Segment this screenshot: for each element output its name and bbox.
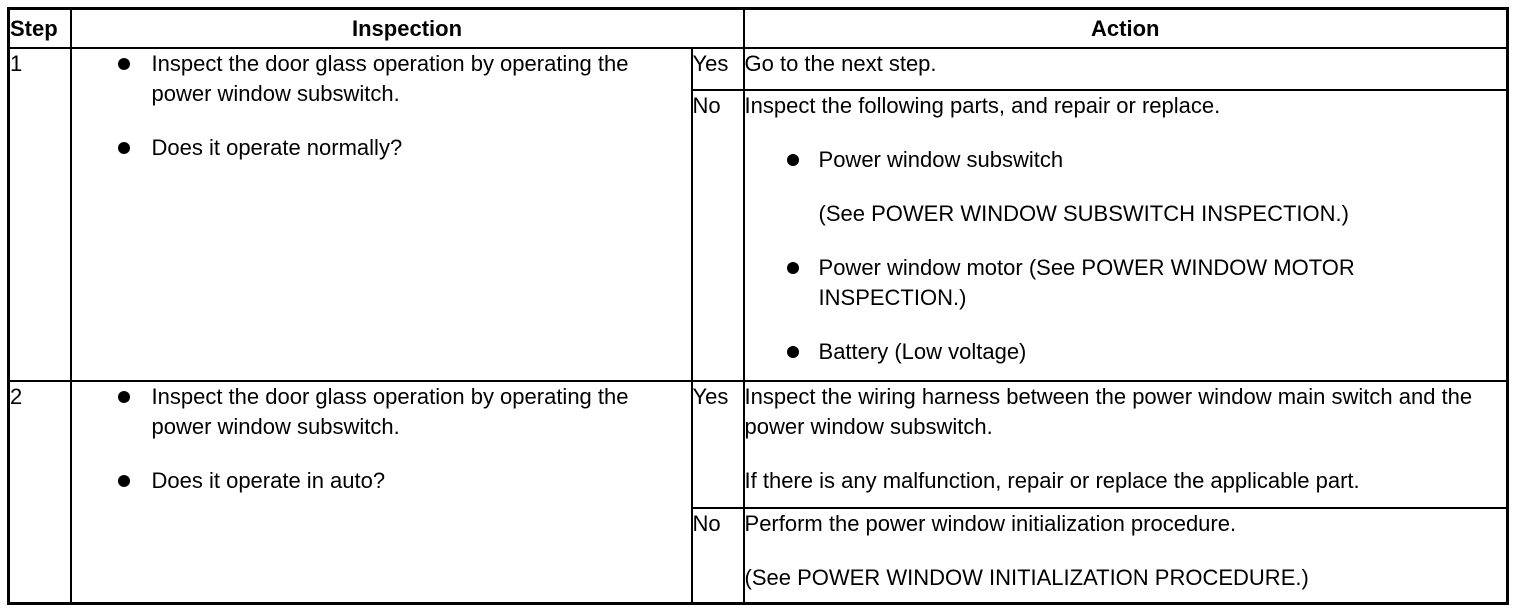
bullet-icon xyxy=(787,346,799,358)
step-number: 2 xyxy=(9,381,71,603)
inspection-bullet: Does it operate normally? xyxy=(72,133,691,163)
action-note: (See POWER WINDOW SUBSWITCH INSPECTION.) xyxy=(818,201,1349,226)
header-row xyxy=(9,9,1508,49)
bullet-icon xyxy=(787,154,799,166)
yes-label: Yes xyxy=(692,48,744,90)
no-label: No xyxy=(692,90,744,381)
bullet-icon xyxy=(118,475,130,487)
action-bullet: Battery (Low voltage) xyxy=(745,337,1507,367)
inspection-cell xyxy=(71,48,692,381)
table-row xyxy=(9,48,1508,90)
bullet-icon xyxy=(118,391,130,403)
header-step: Step xyxy=(9,9,71,49)
inspection-bullet: Inspect the door glass operation by operating the power window subswitch. xyxy=(72,49,691,109)
table-row xyxy=(9,381,1508,508)
header-inspection: Inspection xyxy=(71,9,744,49)
bullet-icon xyxy=(787,262,799,274)
inspection-bullet: Inspect the door glass operation by operating the power window subswitch. xyxy=(72,382,691,442)
action-intro: Inspect the following parts, and repair or replace. xyxy=(744,93,1221,118)
bullet-icon xyxy=(118,142,130,154)
header-action: Action xyxy=(744,9,1508,49)
bullet-icon xyxy=(118,58,130,70)
diagnostic-table xyxy=(7,7,1509,605)
action-bullet: Power window subswitch xyxy=(745,145,1507,175)
no-action xyxy=(744,90,1508,381)
yes-action: Inspect the wiring harness between the power window main switch and the power window subswitch. If there is any malfunction, repair or replace the applicable part. xyxy=(744,381,1508,508)
action-bullet: Power window motor (See POWER WINDOW MOTOR INSPECTION.) xyxy=(745,253,1507,313)
inspection-bullet: Does it operate in auto? xyxy=(72,466,691,496)
yes-action: Go to the next step. xyxy=(744,48,1508,90)
no-action: Perform the power window initialization procedure. (See POWER WINDOW INITIALIZATION PROCEDURE.) xyxy=(744,508,1508,603)
step-number: 1 xyxy=(9,48,71,381)
yes-label: Yes xyxy=(692,381,744,508)
inspection-cell xyxy=(71,381,692,603)
no-label: No xyxy=(692,508,744,603)
